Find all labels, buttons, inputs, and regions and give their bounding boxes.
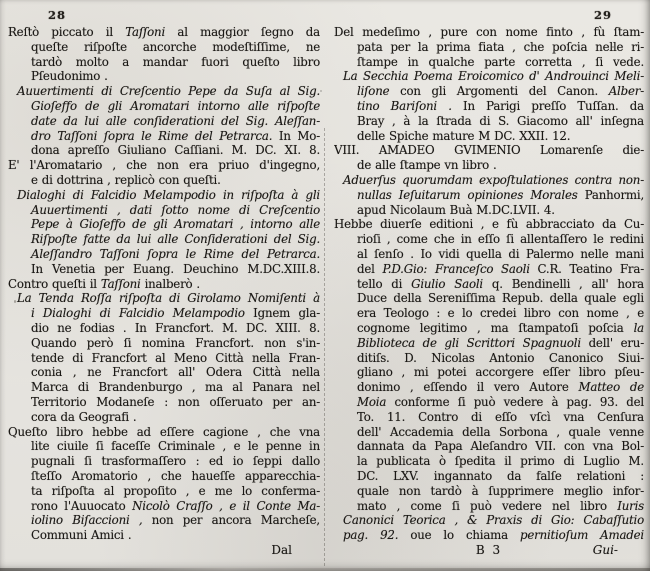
text-line: ta riſpoſta al propoſito , e me lo conferma-	[31, 483, 320, 498]
text-line: gliano , mi potei accorgere eſſer libro pſeu-	[357, 365, 644, 380]
text-line: Reſtò piccato il Taſſoni al maggior ſegno da	[8, 25, 320, 39]
text-line: Marca di Brandenburgo , ma al Panara nel	[31, 380, 320, 395]
text-line: donimo , eſſendo il vero Autore Matteo de	[357, 380, 644, 395]
text-line: pata per la prima fiata , che poſcia nelle ri-	[357, 39, 644, 54]
text-line: cora da Geografi .	[31, 409, 137, 424]
text-line: In Venetia per Euang. Deuchino M.DC.XIII.8.	[31, 261, 320, 276]
right-page-footer	[334, 543, 644, 558]
text-line: To. 11. Contro di eſſo vſcì vna Cenſura	[357, 409, 644, 424]
text-line: mato , come ſi può vedere nel libro Iuris	[357, 498, 644, 513]
text-line: Del medeſimo , pure con nome finto , fù ſtam-	[334, 25, 644, 39]
left-page-catchword: Dal	[271, 542, 292, 557]
text-line: dona apreſſo Giuliano Caſſiani. M. DC. XI. 8.	[31, 143, 320, 158]
text-line: i Dialoghi di Falcidio Melampodio Ignem gla-	[31, 306, 320, 321]
gutter-fold-line	[324, 128, 325, 566]
text-line: del P.D.Gio: Franceſco Saoli C.R. Teatino Fra-	[357, 261, 644, 276]
text-line: dio ne fodias . In Francfort. M. DC. XIII. 8.	[31, 320, 320, 335]
text-line: VIII. AMADEO GVIMENIO Lomarenſe die-	[334, 143, 644, 158]
text-line: cognome legitimo , ma ſtampatoſi poſcia la	[357, 320, 644, 335]
text-line: la publicata ò ſpedita il primo di Luglio M.	[357, 454, 644, 469]
text-line: tardò molto a mandar fuori queſto libro	[31, 54, 320, 69]
right-page-catchword: Gui-	[592, 542, 618, 557]
text-line: ditiſs. D. Nicolas Antonio Canonico Siui-	[357, 350, 644, 365]
text-line: Canonici Teorica , & Praxis di Gio: Cabaſſutio	[343, 513, 644, 528]
text-line: Auuertimenti , dati ſotto nome di Creſcentio	[31, 202, 320, 217]
text-line: Biblioteca de gli Scrittori Spagnuoli dell' eru-	[357, 335, 644, 350]
text-line: Duce della Sereniſſima Repub. della quale egli	[357, 291, 644, 306]
scan-speckle	[612, 46, 614, 48]
right-page	[334, 8, 644, 558]
left-page	[8, 8, 320, 558]
text-line: liſone con gli Argomenti del Canon. Alber-	[357, 84, 644, 99]
text-line: Quando però ſi nomina Francfort. non s'in-	[31, 335, 320, 350]
text-line: iolino Biſaccioni , non per ancora Marcheſe,	[31, 513, 320, 528]
text-line: ſteſſo Aromatorio , che haueſſe apparecchia-	[31, 468, 320, 483]
text-line: era Teologo : e lo credei libro con nome , e	[357, 306, 644, 321]
text-line: Contro queſti il Taſſoni inalberò .	[8, 276, 200, 291]
text-line: conia , ne Francfort all' Odera Città nella	[31, 365, 320, 380]
left-page-text-block	[8, 25, 320, 543]
text-line: dell' Accademia della Sorbona , quale venne	[357, 424, 644, 439]
text-line: Hebbe diuerſe editioni , e fù abbracciato da Cu-	[334, 217, 644, 232]
text-line: tello di Giulio Saoli q. Bendinelli , all' hora	[357, 276, 644, 291]
text-line: Pſeudonimo .	[31, 69, 108, 84]
text-line: lite ciuile ſi faceſſe Criminale , e le penne in	[31, 439, 320, 454]
scan-speckle	[320, 90, 322, 92]
text-line: nullas Ieſuitarum opiniones Morales Panhormi,	[357, 187, 644, 202]
text-line: tende di Francfort al Meno Città nella Fran-	[31, 350, 320, 365]
left-page-number: 28	[48, 8, 67, 22]
scan-speckle	[14, 300, 16, 303]
text-line: Riſpoſte fatte da lui alle Conſiderationi del Sig.	[31, 232, 320, 247]
text-line: dro Taſſoni ſopra le Rime del Petrarca. In Mo-	[31, 128, 320, 143]
text-line: Bray , à la ſtrada di S. Giacomo all' inſegna	[357, 113, 644, 128]
right-page-text-block	[334, 25, 644, 543]
text-line: DC. LXV. ingannato da falſe relationi :	[357, 468, 644, 483]
text-line: pugnali ſi trasformaſſero : ed io ſeppi dallo	[31, 454, 320, 469]
text-line: Communi Amici .	[31, 528, 132, 543]
text-line: Queſto libro hebbe ad eſſere cagione , che vna	[8, 424, 320, 439]
text-line: Auuertimenti di Creſcentio Pepe da Suſa al Sig.	[17, 84, 320, 99]
text-line: date da lui alle conſiderationi del Sig. Aleſſan-	[31, 113, 320, 128]
text-line: E' l'Aromatario , che non era priuo d'ingegno,	[8, 158, 320, 173]
text-line: Territorio Modaneſe : non oſſeruato per an-	[31, 394, 320, 409]
text-line: quale non tardò à ſupprimere meglio infor-	[357, 483, 644, 498]
text-line: rioſi , come che in eſſo ſi allentaſſero le redini	[357, 232, 644, 247]
text-line: Dialoghi di Falcidio Melampodio in riſpoſta à gli	[17, 187, 320, 202]
text-line: ſtampe in qualche parte corretta , ſi vede.	[357, 54, 644, 69]
text-line: de alle ſtampe vn libro .	[357, 158, 497, 173]
text-line: apud Nicolaum Buà M.DC.LVII. 4.	[357, 202, 555, 217]
text-line: rono l'Auuocato Nicolò Craſſo , e il Conte Ma-	[31, 498, 320, 513]
text-line: La Secchia Poema Eroicomico d' Androuinci Meli-	[343, 69, 644, 84]
text-line: queſte riſpoſte ancorche modeſtiſſime, ne	[31, 39, 320, 54]
text-line: tino Bariſoni . In Parigi preſſo Tuſſan. da	[357, 98, 644, 113]
text-line: pag. 92. oue lo chiama pernitioſum Amadei	[343, 528, 644, 543]
text-line: Pepe à Gioſeffo de gli Aromatari , intorno alle	[31, 217, 320, 232]
text-line: Gioſeffo de gli Aromatari intorno alle riſpoſte	[31, 98, 320, 113]
text-line: Aduerſus quorumdam expoſtulationes contra non-	[343, 172, 644, 187]
text-line: e di dottrina , replicò con queſti.	[31, 172, 221, 187]
text-line: al ſenſo . Io vidi quella di Palermo nelle mani	[357, 246, 644, 261]
signature-mark: B 3	[475, 542, 503, 557]
text-line: Moia conforme ſi può vedere à pag. 93. del	[357, 394, 644, 409]
text-line: La Tenda Roſſa riſpoſta di Girolamo Nomiſenti à	[17, 291, 320, 306]
right-page-number: 29	[593, 8, 612, 22]
text-line: dannata da Papa Aleſandro VII. con vna Bol-	[357, 439, 644, 454]
text-line: delle Spiche mature M DC. XXII. 12.	[357, 128, 571, 143]
text-line: Aleſſandro Taſſoni ſopra le Rime del Petrarca.	[31, 246, 320, 261]
